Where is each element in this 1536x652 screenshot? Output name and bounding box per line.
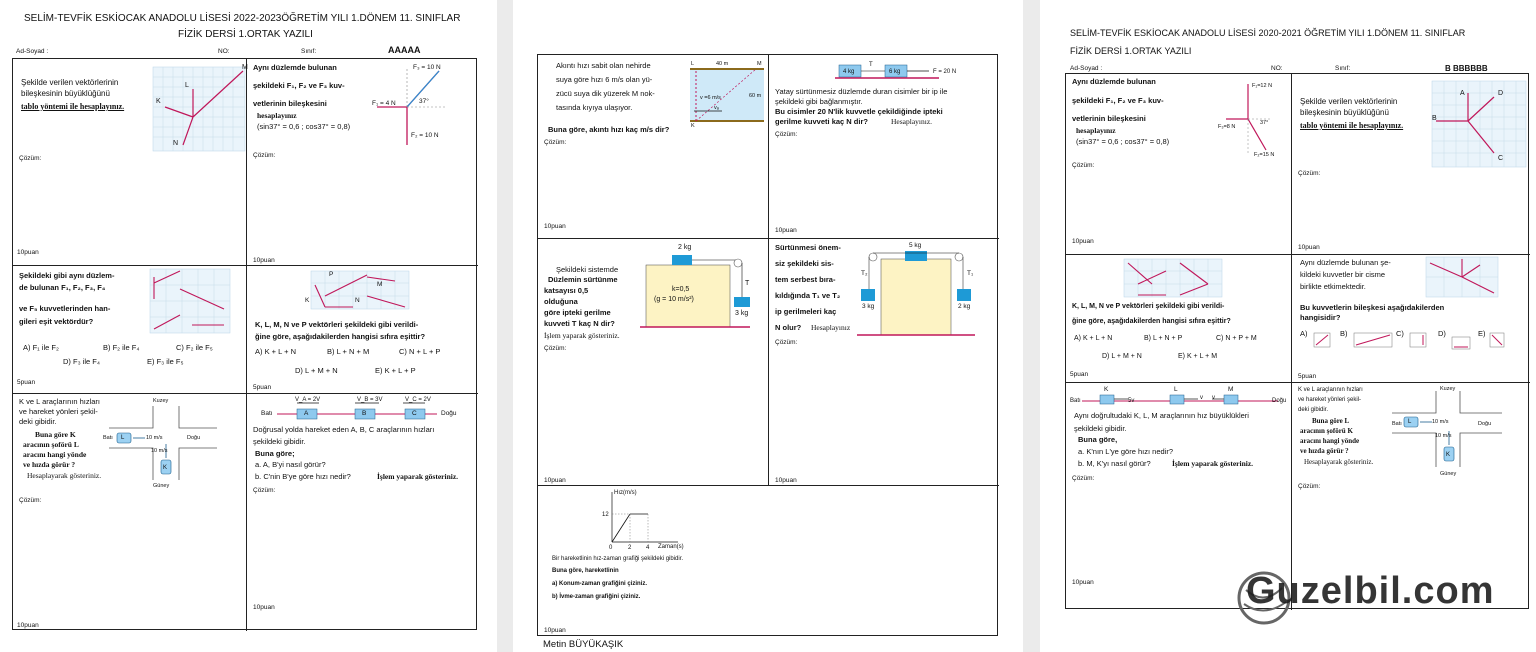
p2-q2-points: 10puan xyxy=(775,227,797,234)
q1-text: Şekilde verilen vektörlerinin bileşkesinin büyüklüğünü xyxy=(21,78,119,98)
p2-q3-line5: göre ipteki gerilme xyxy=(544,308,611,317)
p2-q1-width: 60 m xyxy=(749,93,762,99)
q6-line4: a. A, B'yi nasıl görür? xyxy=(255,460,326,469)
p3-q4-line3: birlikte etkimektedir. xyxy=(1300,282,1366,291)
q5-line2: ve hareket yönleri şekil- xyxy=(19,407,98,416)
p2-q5-line2: Buna göre, hareketlinin xyxy=(552,568,619,574)
p3-intersection-figure xyxy=(1292,383,1530,483)
p2-q1-k: K xyxy=(691,123,695,129)
q6-east: Doğu xyxy=(441,410,457,417)
velocity-time-graph xyxy=(538,486,738,546)
p3-q6-line8: Hesaplayarak gösteriniz. xyxy=(1304,458,1374,466)
q3-line4: gileri eşit vektördür? xyxy=(19,317,94,326)
page-1 xyxy=(0,0,497,652)
p3-q2-points: 10puan xyxy=(1298,244,1320,251)
q5-vl: 10 m/s xyxy=(151,448,168,454)
q6-line3: Buna göre; xyxy=(255,449,295,458)
p2-q5-x0: 0 xyxy=(609,545,613,551)
p3-q5-west: Batı xyxy=(1070,398,1081,404)
q4-opt-d[interactable]: D) L + M + N xyxy=(295,366,338,375)
q6-line2: şekildeki gibidir. xyxy=(253,437,306,446)
p3-q1-f1: F₁=12 N xyxy=(1252,83,1273,89)
q4-line2: ğine göre, aşağıdakilerden hangisi sıfıra eşittir? xyxy=(255,332,426,341)
p3-q6-vk: 10 m/s xyxy=(1435,433,1452,439)
q5-points: 10puan xyxy=(17,622,39,629)
q6-line5: b. C'nin B'ye göre hızı nedir? xyxy=(255,472,351,481)
booklet-label: AAAAA xyxy=(388,45,421,55)
p2-q5-line1: Bir hareketlinin hız-zaman grafiği şekildeki gibidir. xyxy=(552,556,684,562)
q1-cell[interactable] xyxy=(13,59,247,266)
p3-q4-opt-e[interactable]: E) xyxy=(1478,329,1486,338)
q4-opt-e[interactable]: E) K + L + P xyxy=(375,366,416,375)
p2-q2-line3: Bu cisimler 20 N'lik kuvvetle çekildiğinde ipteki xyxy=(775,107,943,116)
p2-q3-k: k=0,5 xyxy=(672,286,690,293)
p3-q3-line2: ğine göre, aşağıdakilerden hangisi sıfıra eşittir? xyxy=(1072,318,1231,325)
q1-points: 10puan xyxy=(17,249,39,256)
p3-kl-grid xyxy=(1066,255,1292,305)
q4-label-m: M xyxy=(377,281,383,288)
p3-q1-line4: hesaplayınız xyxy=(1076,126,1116,135)
q3-opt-d[interactable]: D) F₃ ile F₄ xyxy=(63,357,100,366)
q6-vc: V_C = 2V xyxy=(405,397,431,403)
p3-q2-text: Şekilde verilen vektörlerinin bileşkesinin büyüklüğünü xyxy=(1300,97,1398,117)
p3-q4-opt-d[interactable]: D) xyxy=(1438,329,1446,338)
q2-line5: (sin37° = 0,6 ; cos37° = 0,8) xyxy=(257,122,351,131)
q6-cell[interactable] xyxy=(247,394,478,631)
p3-q5-v: v xyxy=(1200,395,1203,401)
q4-label-p: P xyxy=(329,271,334,278)
p2-q4-line1: Sürtünmesi önem- xyxy=(775,243,841,252)
p2-q5-ylabel: Hız(m/s) xyxy=(614,490,637,496)
q2-line1: Aynı düzlemde bulunan xyxy=(253,63,337,72)
p3-q2-label-a: A xyxy=(1460,90,1465,97)
p3-q5-k: K xyxy=(1104,386,1109,393)
watermark-text: Guzelbil.com xyxy=(1246,570,1495,612)
p3-q6-line7: ve hızda görür ? xyxy=(1300,447,1349,455)
p2-q2-line4b: Hesaplayınız. xyxy=(891,117,933,126)
p2-q2-solution: Çözüm: xyxy=(775,131,798,138)
p2-q4-line4: kıldığında T₁ ve T₂ xyxy=(775,291,841,300)
p3-q5-line3: Buna göre, xyxy=(1078,435,1118,444)
q3-line2: de bulunan F₁, F₂, F₃, F₄ xyxy=(19,283,106,292)
p3-q3-cell[interactable] xyxy=(1066,255,1292,383)
q4-label-n: N xyxy=(355,297,360,304)
p3-q5-l: L xyxy=(1174,386,1178,393)
q3-opt-a[interactable]: A) F₁ ile F₂ xyxy=(23,343,59,352)
q5-solution-label: Çözüm: xyxy=(19,497,42,504)
vector-grid-figure-3 xyxy=(247,266,478,316)
p3-q6-line6: aracını hangi yönde xyxy=(1300,437,1360,445)
q2-line4: hesaplayınız xyxy=(257,111,297,120)
q6-west: Batı xyxy=(261,410,273,417)
p2-q2-m1: 4 kg xyxy=(843,69,855,75)
p2-q2-line2: şekildeki gibi bağlanmıştır. xyxy=(775,97,863,106)
force-diagram xyxy=(247,59,478,159)
p3-q3-points: 5puan xyxy=(1070,371,1089,378)
p3-q6-east: Doğu xyxy=(1478,421,1492,427)
p3-q5-line2: şekildeki gibidir. xyxy=(1074,424,1127,433)
p3-q5-v5: 5v xyxy=(1128,398,1135,404)
p2-q5-x4: 4 xyxy=(646,545,650,551)
p2-q3-line2: Düzlemin sürtünme xyxy=(548,275,618,284)
p2-q4-cell[interactable] xyxy=(769,239,999,486)
double-pulley-figure xyxy=(769,239,999,339)
no-label: NO: xyxy=(218,48,230,55)
q5-line7: ve hızda görür ? xyxy=(23,460,76,469)
q5-east: Doğu xyxy=(187,435,201,441)
q4-line1: K, L, M, N ve P vektörleri şekildeki gibi verildi- xyxy=(255,320,419,329)
p2-q5-line3: a) Konum-zaman grafiğini çiziniz. xyxy=(552,581,648,587)
p3-q4-cell[interactable] xyxy=(1292,255,1530,383)
p3-q6-line5: aracının şoförü K xyxy=(1300,427,1353,435)
p3-q2-solution: Çözüm: xyxy=(1298,170,1321,177)
p3-q3-opt-e[interactable]: E) K + L + M xyxy=(1178,353,1218,360)
p2-q2-line1: Yatay sürtünmesiz düzlemde duran cisimler bir ip ile xyxy=(775,87,948,96)
q6-line1: Doğrusal yolda hareket eden A, B, C araçlarının hızları xyxy=(253,425,435,434)
q5-west: Batı xyxy=(103,435,113,441)
q2-f2: F₂ = 10 N xyxy=(411,132,439,139)
p3-q6-vl: 10 m/s xyxy=(1432,419,1449,425)
p2-q3-line3: katsayısı 0,5 xyxy=(544,286,589,295)
q2-points: 10puan xyxy=(253,257,275,264)
p3-q3-opt-a[interactable]: A) K + L + N xyxy=(1074,335,1113,342)
p2-q5-line4: b) İvme-zaman grafiğini çiziniz. xyxy=(552,594,641,600)
sinif-label: Sınıf: xyxy=(301,48,317,55)
p2-q3-solution: Çözüm: xyxy=(544,345,567,352)
p2-q3-line1: Şekildeki sistemde xyxy=(556,265,619,274)
q4-label-k: K xyxy=(305,297,310,304)
p2-q4-line6: N olur? xyxy=(775,323,802,332)
p3-q1-angle: 37° xyxy=(1260,120,1269,126)
p3-q2-label-b: B xyxy=(1432,115,1437,122)
q6-car-a: A xyxy=(304,410,309,417)
q4-opt-c[interactable]: C) N + L + P xyxy=(399,347,441,356)
p3-q5-v2: v xyxy=(1212,395,1215,401)
page1-subtitle: FİZİK DERSİ 1.ORTAK YAZILI xyxy=(178,29,313,40)
p3-q2-label-c: C xyxy=(1498,155,1504,162)
p2-q3-cell[interactable] xyxy=(538,239,769,486)
p3-q2-cell[interactable] xyxy=(1292,74,1530,255)
p3-q5-m: M xyxy=(1228,386,1234,393)
p3-q5-line1: Aynı doğrultudaki K, L, M araçlarının hız büyüklükleri xyxy=(1074,411,1249,420)
p2-q5-cell[interactable] xyxy=(538,486,999,637)
p2-q2-f: F = 20 N xyxy=(933,69,957,75)
p3-q1-line1: Aynı düzlemde bulunan xyxy=(1072,77,1156,86)
p3-q6-car-l: L xyxy=(1408,419,1412,425)
author-name: Metin BÜYÜKAŞIK xyxy=(543,639,624,650)
q2-f3: F₃ = 10 N xyxy=(413,64,441,71)
p2-q3-points: 10puan xyxy=(544,477,566,484)
p3-q6-line3: deki gibidir. xyxy=(1298,407,1329,413)
p3-q1-cell[interactable] xyxy=(1066,74,1292,255)
page-3 xyxy=(1040,0,1536,652)
q4-opt-b[interactable]: B) L + N + M xyxy=(327,347,370,356)
p3-q6-solution: Çözüm: xyxy=(1298,483,1321,490)
p3-q1-f3: F₃=8 N xyxy=(1218,124,1236,130)
p3-q4-line5: hangisidir? xyxy=(1300,313,1341,322)
p2-q5-points: 10puan xyxy=(544,627,566,634)
q4-opt-a[interactable]: A) K + L + N xyxy=(255,347,296,356)
p2-q1-points: 10puan xyxy=(544,223,566,230)
q3-opt-c[interactable]: C) F₂ ile F₅ xyxy=(176,343,213,352)
river-figure xyxy=(538,55,769,135)
p2-q3-m-top: 2 kg xyxy=(678,244,692,251)
p3-q4-line2: kildeki kuvvetler bir cisme xyxy=(1300,270,1386,279)
q5-car-k: K xyxy=(163,465,168,471)
p2-q1-line3: zücü suya dik yüzerek M nok- xyxy=(556,89,655,98)
page-2 xyxy=(513,0,1023,652)
q3-line1: Şekildeki gibi aynı düzlem- xyxy=(19,271,115,280)
p2-q1-l: L xyxy=(691,61,695,67)
page3-title: SELİM-TEVFİK ESKİOCAK ANADOLU LİSESİ 2020-2021 ÖĞRETİM YILI 1.DÖNEM 11. SINIFLAR xyxy=(1070,28,1466,38)
p3-q4-line1: Aynı düzlemde bulunan şe- xyxy=(1300,258,1391,267)
q5-line1: K ve L araçlarının hızları xyxy=(19,397,101,406)
q5-north: Kuzey xyxy=(153,398,169,404)
p3-q6-south: Güney xyxy=(1440,471,1457,477)
p3-q1-line2: şekildeki F₁, F₂ ve F₃ kuv- xyxy=(1072,96,1164,105)
q5-line8: Hesaplayarak gösteriniz. xyxy=(27,471,102,480)
p2-q1-v: v =6 m/s xyxy=(700,95,721,101)
p3-q5-solution: Çözüm: xyxy=(1072,475,1095,482)
p3-q1-f2: F₂=15 N xyxy=(1254,152,1275,158)
q6-car-c: C xyxy=(412,410,417,417)
p3-q1-line5: (sin37° = 0,6 ; cos37° = 0,8) xyxy=(1076,137,1170,146)
p3-cars-figure xyxy=(1066,383,1292,413)
p2-q4-points: 10puan xyxy=(775,477,797,484)
p2-q5-x2: 2 xyxy=(628,545,632,551)
p2-q4-m-right: 2 kg xyxy=(958,303,971,310)
q1-solution-label: Çözüm: xyxy=(19,155,42,162)
p2-q2-line4: gerilme kuvveti kaç N dir? xyxy=(775,117,868,126)
p2-q1-cell[interactable] xyxy=(538,55,769,239)
p2-q1-solution: Çözüm: xyxy=(544,139,567,146)
question-grid-3 xyxy=(1065,73,1529,609)
p3-q6-west: Batı xyxy=(1392,421,1402,427)
q1-method: tablo yöntemi ile hesaplayınız. xyxy=(21,102,125,111)
p3-q5-points: 10puan xyxy=(1072,579,1094,586)
q2-line3: vetlerinin bileşkesini xyxy=(253,99,327,108)
q5-south: Güney xyxy=(153,483,170,489)
p2-q4-t2: T₂ xyxy=(861,270,868,277)
p2-q3-line6: kuvveti T kaç N dir? xyxy=(544,319,615,328)
q4-cell[interactable] xyxy=(247,266,478,394)
q3-points: 5puan xyxy=(17,379,36,386)
p3-q6-line4: Buna göre L xyxy=(1312,417,1350,425)
q6-va: V_A = 2V xyxy=(295,397,321,403)
p2-q2-t: T xyxy=(869,62,873,68)
blocks-figure xyxy=(769,55,999,85)
p2-q4-m-left: 3 kg xyxy=(862,303,875,310)
q5-line4: Buna göre K xyxy=(35,430,76,439)
q2-line2: şekildeki F₁, F₂ ve F₃ kuv- xyxy=(253,81,345,90)
page3-subtitle: FİZİK DERSİ 1.ORTAK YAZILI xyxy=(1070,46,1192,56)
q4-points: 5puan xyxy=(253,384,272,391)
q5-vk: 10 m/s xyxy=(146,435,163,441)
q1-label-m: M xyxy=(242,64,248,71)
p3-q4-points: 5puan xyxy=(1298,373,1317,380)
p2-q3-m-hang: 3 kg xyxy=(735,310,749,317)
p3-q1-line3: vetlerinin bileşkesini xyxy=(1072,114,1146,123)
p2-q1-dist: 40 m xyxy=(716,61,729,67)
q6-solution-label: Çözüm: xyxy=(253,487,276,494)
p2-q3-t: T xyxy=(745,280,750,287)
intersection-figure xyxy=(13,394,247,494)
p2-q1-question: Buna göre, akıntı hızı kaç m/s dir? xyxy=(548,125,670,134)
p3-q5-line4: a. K'nın L'ye göre hızı nedir? xyxy=(1078,447,1174,456)
q3-opt-b[interactable]: B) F₂ ile F₄ xyxy=(103,343,140,352)
p2-q4-line3: tem serbest bıra- xyxy=(775,275,836,284)
p3-q4-opt-a[interactable]: A) xyxy=(1300,329,1308,338)
p2-q1-line2: suya göre hızı 6 m/s olan yü- xyxy=(556,75,653,84)
p2-q3-line4: olduğuna xyxy=(544,297,578,306)
adsoyad-label: Ad-Soyad : xyxy=(16,48,49,55)
q1-label-n: N xyxy=(173,140,179,147)
p2-q1-va: vₐ xyxy=(714,105,719,111)
p2-q1-m: M xyxy=(757,61,762,67)
q2-f1: F₁ = 4 N xyxy=(372,100,396,107)
q2-solution-label: Çözüm: xyxy=(253,152,276,159)
p3-q1-points: 10puan xyxy=(1072,238,1094,245)
p2-q4-line2: siz şekildeki sis- xyxy=(775,259,834,268)
q5-line5: aracının şoförü L xyxy=(23,440,79,449)
q2-angle: 37° xyxy=(419,98,429,105)
p2-q1-line1: Akıntı hızı sabit olan nehirde xyxy=(556,61,651,70)
p3-q2-method: tablo yöntemi ile hesaplayınız. xyxy=(1300,121,1404,130)
q6-points: 10puan xyxy=(253,604,275,611)
p2-q4-m-top: 5 kg xyxy=(909,242,922,249)
q2-cell[interactable] xyxy=(247,59,478,266)
p2-q2-m2: 6 kg xyxy=(889,69,901,75)
question-grid-2 xyxy=(537,54,998,636)
question-grid xyxy=(12,58,477,630)
p2-q3-line7: İşlem yaparak gösteriniz. xyxy=(544,331,620,340)
p2-q1-line4: tasında kıyıya ulaşıyor. xyxy=(556,103,633,112)
q3-opt-e[interactable]: E) F₃ ile F₅ xyxy=(147,357,184,366)
p3-q5-line5: b. M, K'yı nasıl görür? xyxy=(1078,459,1151,468)
p3-q6-car-k: K xyxy=(1446,452,1451,458)
p3-q4-line4: Bu kuvvetlerin bileşkesi aşağıdakilerden xyxy=(1300,303,1445,312)
p3-q4-opt-c[interactable]: C) xyxy=(1396,329,1404,338)
q3-cell[interactable] xyxy=(13,266,247,394)
p3-q6-north: Kuzey xyxy=(1440,386,1456,392)
p3-booklet: B BBBBBB xyxy=(1445,64,1488,73)
p3-q5-east: Doğu xyxy=(1272,398,1287,404)
p2-q4-line5: ip gerilmeleri kaç xyxy=(775,307,837,316)
p2-q5-y12: 12 xyxy=(602,512,609,518)
q5-car-l: L xyxy=(121,435,125,441)
p3-q3-opt-b[interactable]: B) L + N + P xyxy=(1144,335,1183,342)
p3-no: NO: xyxy=(1271,65,1283,72)
p3-sinif: Sınıf: xyxy=(1335,65,1351,72)
q6-line5b: İşlem yaparak gösteriniz. xyxy=(377,472,459,481)
page1-title: SELİM-TEVFİK ESKİOCAK ANADOLU LİSESİ 2022-2023ÖĞRETİM YILI 1.DÖNEM 11. SINIFLAR xyxy=(24,13,461,24)
q1-label-l: L xyxy=(185,82,189,89)
p2-q2-cell[interactable] xyxy=(769,55,999,239)
q6-vb: V_B = 3V xyxy=(357,397,383,403)
q1-label-k: K xyxy=(156,98,161,105)
p3-q3-opt-d[interactable]: D) L + M + N xyxy=(1102,353,1142,360)
p3-q4-opt-b[interactable]: B) xyxy=(1340,329,1348,338)
p3-q6-line2: ve hareket yönleri şekil- xyxy=(1298,397,1362,403)
p3-q3-opt-c[interactable]: C) N + P + M xyxy=(1216,335,1257,342)
q5-line6: aracını hangi yönde xyxy=(23,450,87,459)
p2-q3-g: (g = 10 m/s²) xyxy=(654,296,694,303)
p3-q3-line1: K, L, M, N ve P vektörleri şekildeki gibi verildi- xyxy=(1072,303,1225,310)
p2-q4-line6b: Hesaplayınız xyxy=(811,323,851,332)
p2-q4-solution: Çözüm: xyxy=(775,339,798,346)
q5-cell[interactable] xyxy=(13,394,247,631)
p3-q2-label-d: D xyxy=(1498,90,1504,97)
p3-q6-line1: K ve L araçlarının hızları xyxy=(1298,387,1363,393)
p3-q5-line5b: İşlem yaparak gösteriniz. xyxy=(1172,459,1254,468)
p3-q1-solution: Çözüm: xyxy=(1072,162,1095,169)
q6-car-b: B xyxy=(362,410,367,417)
p2-q5-xlabel: Zaman(s) xyxy=(658,544,684,550)
q3-line3: ve F₅ kuvvetlerinden han- xyxy=(19,304,111,313)
p3-adsoyad: Ad-Soyad : xyxy=(1070,65,1103,72)
q5-line3: deki gibidir. xyxy=(19,417,57,426)
p2-q4-t1: T₁ xyxy=(967,270,974,277)
